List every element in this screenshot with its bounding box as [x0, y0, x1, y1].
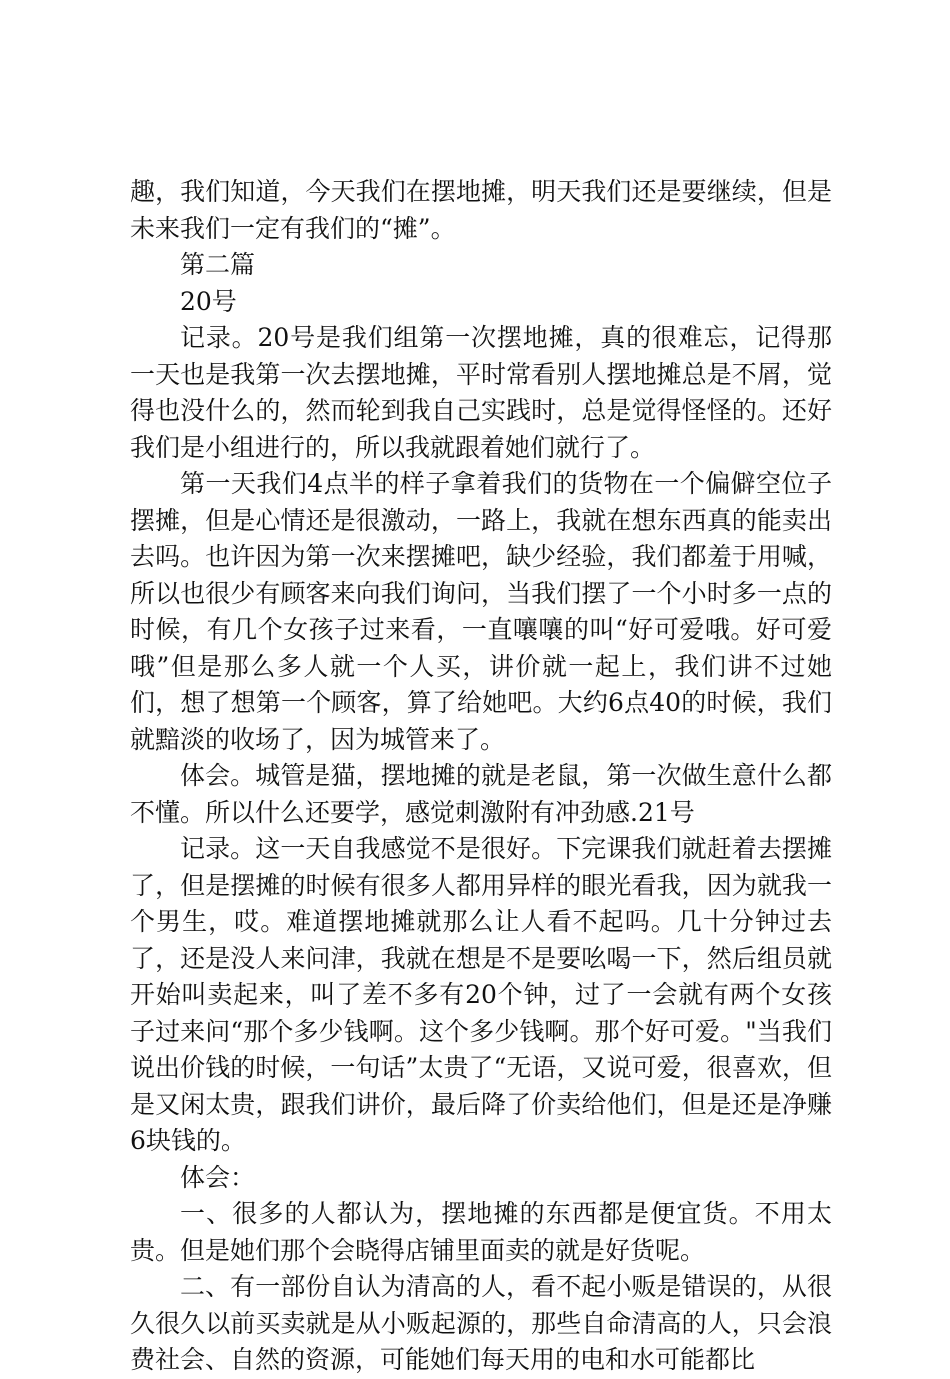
paragraph-reflection-20: 体会。城管是猫，摆地摊的就是老鼠，第一次做生意什么都不懂。所以什么还要学，感觉刺激附有冲劲感.21号 [130, 761, 832, 827]
paragraph-continuation: 趣，我们知道，今天我们在摆地摊，明天我们还是要继续，但是未来我们一定有我们的“摊”。 [130, 177, 832, 243]
paragraph-point-one: 一、很多的人都认为，摆地摊的东西都是便宜货。不用太贵。但是她们那个会晓得店铺里面卖的就是好货呢。 [130, 1199, 832, 1265]
reflection-heading: 体会： [180, 1162, 256, 1192]
paragraph-point-two: 二、有一部份自认为清高的人，看不起小贩是错误的，从很久很久以前买卖就是从小贩起源的，那些自命清高的人，只会浪费社会、自然的资源，可能她们每天用的电和水可能都比 [130, 1272, 832, 1374]
paragraph-record-21: 记录。这一天自我感觉不是很好。下完课我们就赶着去摆摊了，但是摆摊的时候有很多人都用异样的眼光看我，因为就我一个男生，哎。难道摆地摊就那么让人看不起吗。几十分钟过去了，还是没人来问津，我就在想是不是要吆喝一下，然后组员就开始叫卖起来，叫了差不多有20个钟，过了一会就有两个女孩子过来问“那个多少钱啊。这个多少钱啊。那个好可爱。"当我们说出价钱的时候，一句话”太贵了“无语，又说可爱，很喜欢，但是又闲太贵，跟我们讲价，最后降了价卖给他们，但是还是净赚6块钱的。 [130, 834, 832, 1155]
date-heading: 20号 [180, 286, 237, 316]
paragraph-first-day: 第一天我们4点半的样子拿着我们的货物在一个偏僻空位子摆摊，但是心情还是很激动，一路上，我就在想东西真的能卖出去吗。也许因为第一次来摆摊吧，缺少经验，我们都羞于用喊，所以也很少有顾客来向我们询问，当我们摆了一个小时多一点的时候，有几个女孩子过来看，一直嚷嚷的叫“好可爱哦。好可爱哦”但是那么多人就一个人买，讲价就一起上，我们讲不过她们，想了想第一个顾客，算了给她吧。大约6点40的时候，我们就黯淡的收场了，因为城管来了。 [130, 469, 832, 754]
paragraph-record-20: 记录。20号是我们组第一次摆地摊，真的很难忘，记得那一天也是我第一次去摆地摊，平时常看别人摆地摊总是不屑，觉得也没什么的，然而轮到我自己实践时，总是觉得怪怪的。还好我们是小组进行的，所以我就跟着她们就行了。 [130, 323, 832, 462]
document-page [130, 174, 832, 1379]
section-heading: 第二篇 [180, 250, 256, 279]
